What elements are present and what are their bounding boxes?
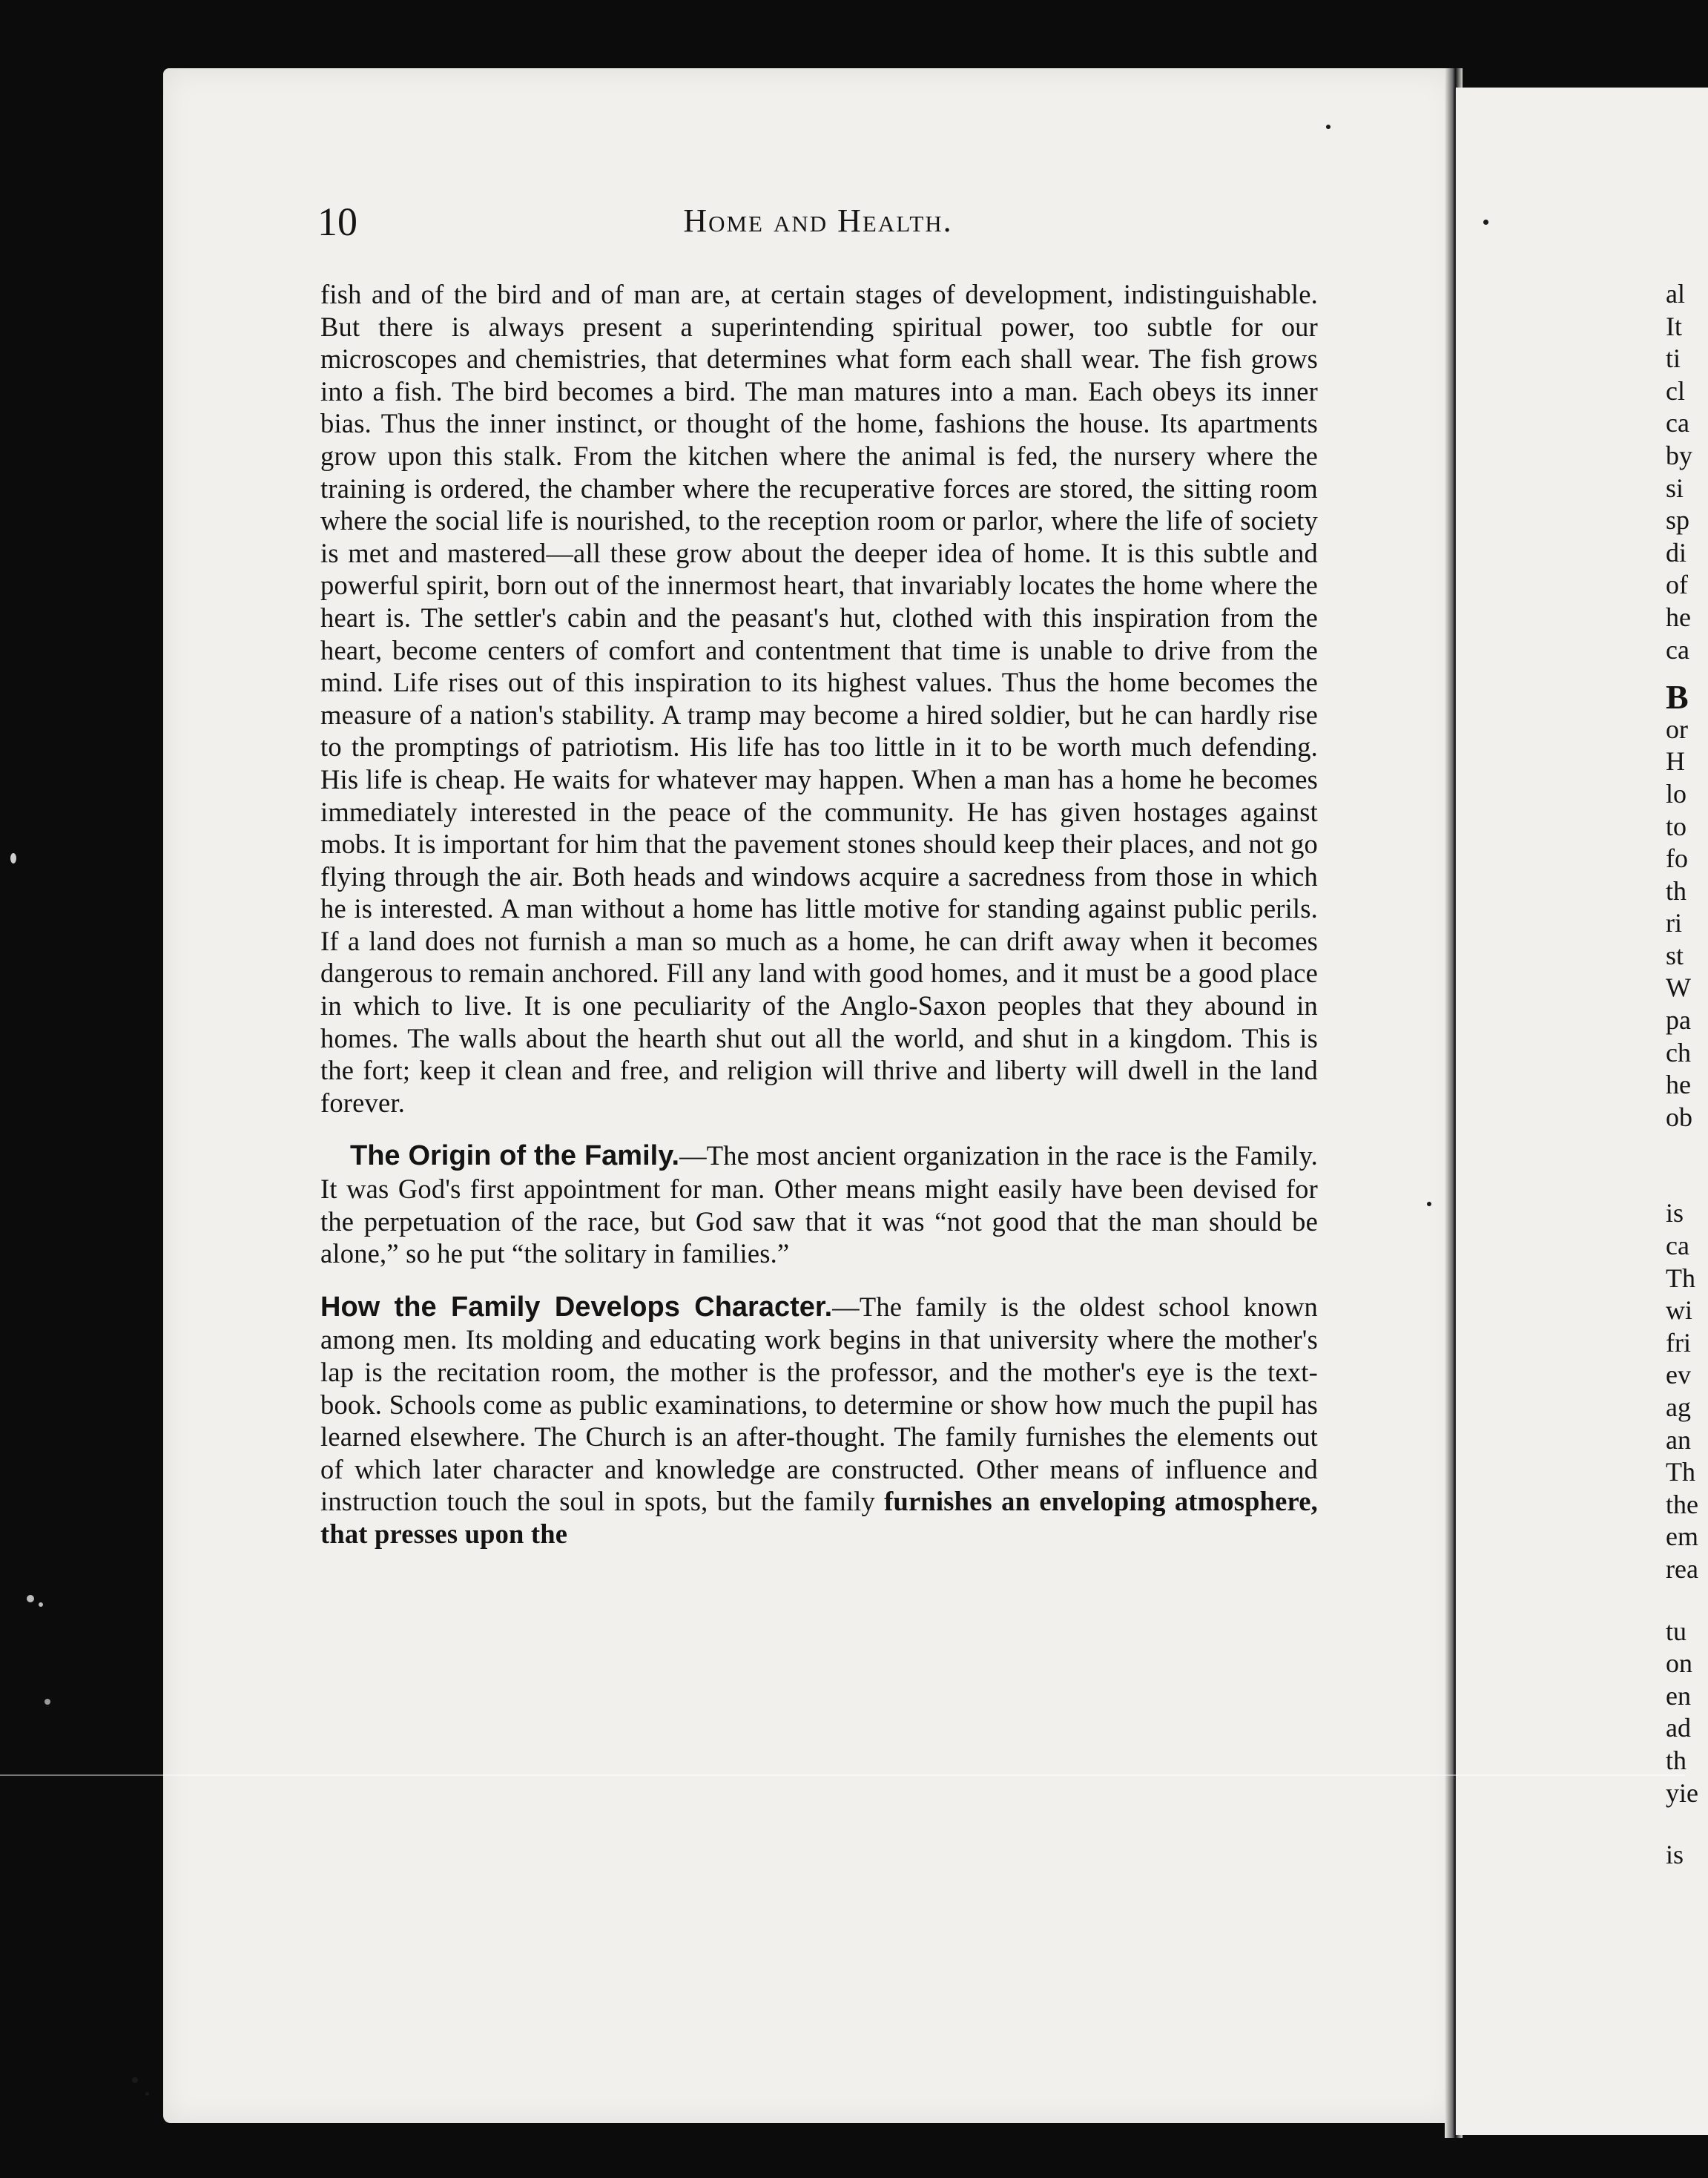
facing-fragment: Th <box>1666 1457 1695 1487</box>
facing-fragment: st <box>1666 940 1684 970</box>
facing-block-2 <box>1666 714 1695 1134</box>
facing-fragment: th <box>1666 1745 1687 1775</box>
facing-fragment: ca <box>1666 1231 1689 1261</box>
facing-fragment: an <box>1666 1424 1691 1455</box>
facing-fragment: the <box>1666 1489 1698 1519</box>
facing-fragment: tu <box>1666 1616 1687 1646</box>
facing-fragment: to <box>1666 811 1687 841</box>
facing-fragment: W <box>1666 973 1691 1003</box>
facing-block-1 <box>1666 278 1695 666</box>
paragraph-character-tail: furnishes an enveloping atmosphere, that presses upon the <box>320 1486 1318 1549</box>
facing-fragment: al <box>1666 279 1685 309</box>
paragraph-origin-of-family <box>320 1139 1318 1269</box>
facing-fragment: ag <box>1666 1392 1691 1422</box>
facing-fragment: ca <box>1666 408 1689 438</box>
page-number: 10 <box>317 200 357 244</box>
paragraph-character-text: —The family is the oldest school known among men. Its molding and educating work begins in that university where the mother's lap is the recitation room, the mother is the professor, and the mother's eye is the text-book. Schools come as public examinations, to determine or show how much the pupil has learned elsewhere. The Church is an after-thought. The family furnishes the elements out of which later character and knowledge are constructed. Other means of influence and instruction touch the soul in spots, but the family <box>320 1291 1318 1517</box>
paragraph-origin-text: —The most ancient organization in the race is the Family. It was God's first appointment for man. Other means might easily have been devised for the perpetuation of the race, but God saw that it was “not good that the man should be alone,” so he put “the solitary in families.” <box>320 1140 1318 1269</box>
facing-fragment: It <box>1666 311 1682 341</box>
print-speck <box>1326 125 1331 129</box>
facing-block-5 <box>1666 1839 1695 1872</box>
facing-fragment: em <box>1666 1521 1698 1552</box>
facing-fragment: rea <box>1666 1553 1698 1584</box>
facing-fragment: en <box>1666 1680 1691 1711</box>
facing-fragment: or <box>1666 714 1688 744</box>
facing-block-4 <box>1666 1616 1698 1810</box>
facing-fragment: Th <box>1666 1263 1695 1293</box>
paragraph-family-character <box>320 1291 1318 1550</box>
print-speck <box>145 2092 149 2096</box>
paragraph-home-spirit: fish and of the bird and of man are, at certain stages of development, indistinguishable. But there is always present a superintending spiritual power, too subtle for our microscopes and chemistries, that determines what form each shall wear. The fish grows into a fish. The bird becomes a bird. The man matures into a man. Each obeys its inner bias. Thus the inner instinct, or thought of the home, fashions the house. Its apartments grow upon this stalk. From the kitchen where the animal is fed, the nursery where the training is ordered, the chamber where the recuperative forces are stored, the sitting room where the social life is nourished, to the reception room or parlor, where the life of society is met and mastered—all these grow about the deeper idea of home. It is this subtle and powerful spirit, born out of the innermost heart, that invariably locates the home where the heart is. The settler's cabin and the peasant's hut, clothed with this inspiration from the heart, become centers of comfort and contentment that time is unable to drive from the mind. Life rises out of this inspiration to its highest values. Thus the home becomes the measure of a nation's stability. A tramp may become a hired soldier, but he can hardly rise to the promptings of patriotism. His life has too little in it to be worth much defending. His life is cheap. He waits for whatever may happen. When a man has a home he becomes immediately interested in the peace of the community. He has given hostages against mobs. It is important for him that the pavement stones should keep their places, and not go flying through the air. Both heads and windows acquire a sacredness from those in which he is interested. A man without a home has little motive for standing against public perils. If a land does not furnish a man so much as a home, he can drift away when it becomes dangerous to remain anchored. Fill any land with good homes, and it must be a good place in which to live. It is one peculiarity of the Anglo-Saxon peoples that they abound in homes. The walls about the hearth shut out all the world, and shut in a kingdom. This is the fort; keep it clean and free, and religion will thrive and liberty will dwell in the land forever. <box>320 279 1318 1118</box>
facing-spacer <box>1666 1586 1695 1616</box>
facing-block-3 <box>1666 1197 1698 1585</box>
facing-fragment: on <box>1666 1648 1692 1679</box>
facing-fragment: di <box>1666 537 1687 567</box>
facing-fragment: sp <box>1666 505 1690 536</box>
print-speck <box>1427 1202 1431 1206</box>
print-speck <box>132 2077 138 2083</box>
facing-fragment: cl <box>1666 375 1685 406</box>
facing-fragment: lo <box>1666 778 1687 809</box>
facing-fragment: ob <box>1666 1102 1692 1132</box>
facing-fragment: he <box>1666 1070 1691 1100</box>
facing-fragment: ri <box>1666 908 1682 938</box>
scan-speck <box>27 1595 34 1602</box>
scan-artifact-line <box>0 1774 1685 1776</box>
facing-fragment: he <box>1666 602 1691 632</box>
facing-fragment: wi <box>1666 1295 1692 1326</box>
scan-speck <box>39 1602 43 1607</box>
facing-spacer <box>1666 1809 1695 1839</box>
facing-fragment: ch <box>1666 1037 1691 1067</box>
facing-fragment: H <box>1666 746 1685 777</box>
print-speck <box>1483 220 1488 225</box>
facing-fragment: is <box>1666 1840 1684 1870</box>
section-heading-character: How the Family Develops Character. <box>320 1291 833 1323</box>
facing-fragment: fo <box>1666 843 1688 874</box>
scan-speck <box>10 853 16 863</box>
page-header <box>317 199 1319 251</box>
running-head: Home and Health. <box>683 203 953 239</box>
facing-fragment: of <box>1666 570 1688 600</box>
facing-fragment: yie <box>1666 1777 1698 1808</box>
facing-fragment: ad <box>1666 1713 1691 1743</box>
facing-page-fragments <box>1666 278 1698 1872</box>
facing-fragment: th <box>1666 875 1687 906</box>
facing-fragment: pa <box>1666 1005 1691 1036</box>
facing-heading-letter: B <box>1666 678 1689 717</box>
facing-fragment: is <box>1666 1198 1684 1228</box>
facing-spacer <box>1666 1134 1695 1197</box>
page-body <box>320 278 1318 1550</box>
facing-fragment: ti <box>1666 343 1681 374</box>
facing-fragment: si <box>1666 473 1684 503</box>
facing-fragment: ev <box>1666 1360 1691 1390</box>
section-heading-origin: The Origin of the Family. <box>350 1140 680 1172</box>
facing-fragment: by <box>1666 440 1692 470</box>
scan-speck <box>44 1699 50 1705</box>
facing-fragment: fri <box>1666 1327 1691 1358</box>
facing-fragment: ca <box>1666 634 1689 665</box>
